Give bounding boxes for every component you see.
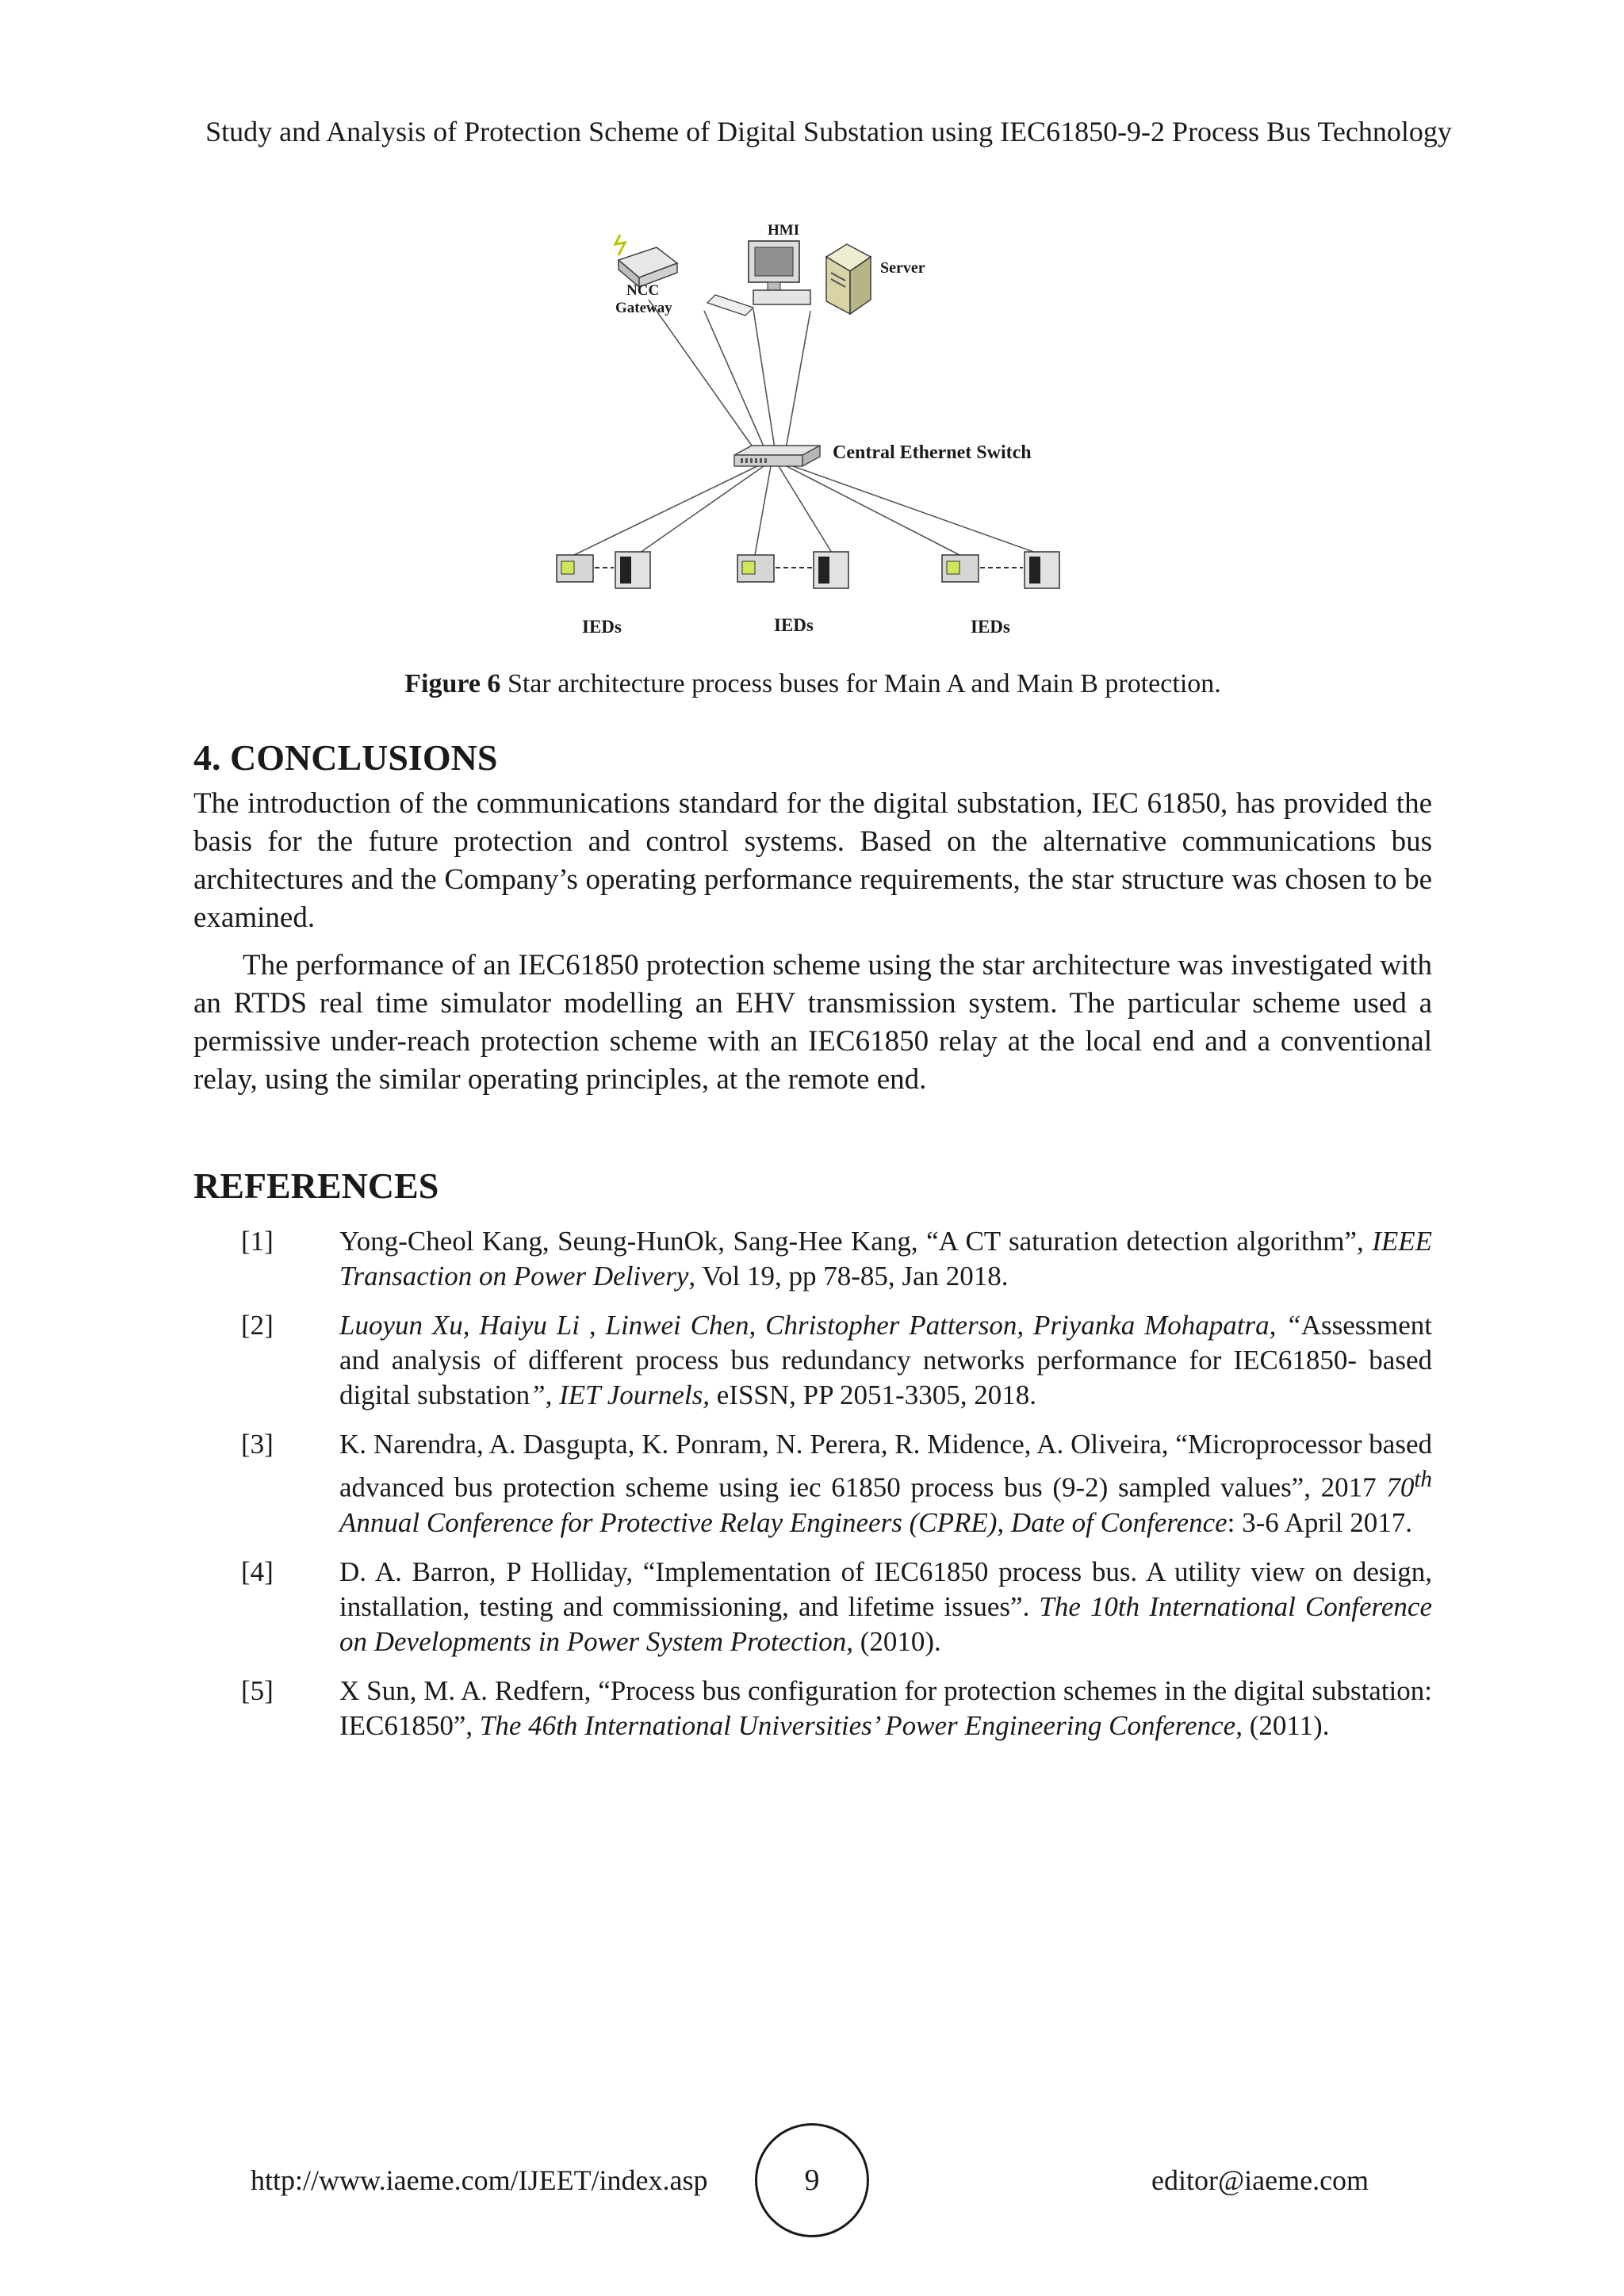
footer-email-link[interactable]: editor@iaeme.com (1151, 2164, 1369, 2196)
reference-text (339, 1555, 1432, 1659)
ieds-label-3: IEDs (971, 617, 1010, 637)
reference-superscript: th (1414, 1467, 1432, 1492)
reference-text (339, 1674, 1432, 1743)
reference-authors: Yong-Cheol Kang, Seung-HunOk, Sang-Hee Kang, “A CT saturation detection algorithm”, (339, 1226, 1373, 1257)
conclusions-heading: 4. CONCLUSIONS (193, 737, 498, 778)
reference-title: Assessment and analysis of different process bus redundancy networks performance for IEC61850- based digital substation (339, 1310, 1432, 1410)
reference-item-3 (193, 1427, 1432, 1540)
references-heading: REFERENCES (193, 1165, 439, 1206)
server-label: Server (880, 259, 925, 277)
reference-number: [2] (241, 1310, 274, 1341)
reference-text (339, 1224, 1432, 1294)
reference-item-4 (193, 1555, 1432, 1659)
reference-number: [3] (241, 1429, 274, 1460)
conclusions-paragraph-2: The performance of an IEC61850 protection scheme using the star architecture was investigated with an RTDS real time simulator modelling an EHV transmission system. The particular scheme used a permissive under-reach protection scheme with an IEC61850 relay at the local end and a conventional relay, using the similar operating principles, at the remote end. (193, 949, 1432, 1096)
reference-edition: 70 (1386, 1471, 1415, 1503)
network-links (574, 300, 1047, 557)
reference-authors: X Sun, M. A. Redfern, “Process bus configuration for protection schemes in the digital substation: IEC61850”, (339, 1674, 1432, 1741)
figure-6-diagram (515, 216, 1118, 644)
reference-authors: Luoyun Xu, Haiyu Li , Linwei Chen, Christopher Patterson, Priyanka Mohapatra, “ (339, 1310, 1301, 1341)
gateway-label: Gateway (615, 300, 672, 316)
figure-caption (190, 666, 1435, 702)
ncc-label: NCC (626, 282, 660, 299)
reference-text (339, 1308, 1432, 1413)
reference-number: [4] (241, 1556, 274, 1587)
reference-venue: IEEE Transaction on Power Delivery (339, 1226, 1432, 1292)
ieds-label-2: IEDs (774, 615, 814, 635)
figure-caption-label: Figure 6 (404, 669, 501, 698)
ethernet-switch-icon (734, 446, 820, 466)
reference-item-5 (193, 1674, 1432, 1743)
ied-group-2 (737, 552, 848, 588)
reference-details: eISSN, PP 2051-3305, 2018. (710, 1380, 1036, 1410)
reference-venue: Annual Conference for Protective Relay Engineers (CPRE), Date of Conference (339, 1506, 1228, 1538)
reference-venue: The 46th International Universities’ Power Engineering Conference, (479, 1709, 1243, 1741)
reference-authors: D. A. Barron, P Holliday, “Implementation of IEC61850 process bus. A utility view on design, installation, testing and commissioning, and lifetime issues”. (339, 1556, 1432, 1622)
reference-details: (2011). (1242, 1709, 1330, 1741)
switch-label: Central Ethernet Switch (833, 442, 1032, 463)
hmi-computer-icon (707, 241, 810, 316)
ncc-gateway-icon (615, 235, 677, 287)
reference-item-2 (193, 1308, 1432, 1413)
reference-venue: ”, IET Journels, (530, 1380, 710, 1410)
ied-group-3 (942, 552, 1059, 588)
reference-list (193, 1224, 1432, 1758)
reference-authors: K. Narendra, A. Dasgupta, K. Ponram, N. Perera, R. Midence, A. Oliveira, “Microprocessor based advanced bus protection scheme using iec 61850 process bus (9-2) sampled values”, 2017 (339, 1429, 1432, 1503)
conclusions-paragraph-1: The introduction of the communications standard for the digital substation, IEC 61850, has provided the basis for the future protection and control systems. Based on the alternative communications bus architectures and the Company’s operating performance requirements, the star structure was chosen to be examined. (193, 787, 1432, 934)
reference-number: [5] (241, 1674, 274, 1706)
ied-group-1 (557, 552, 650, 588)
reference-number: [1] (241, 1226, 274, 1257)
footer-url-link[interactable]: http://www.iaeme.com/IJEET/index.asp (251, 2164, 708, 2196)
server-icon (826, 244, 871, 314)
reference-details: , Vol 19, pp 78-85, Jan 2018. (688, 1261, 1009, 1292)
ieds-label-1: IEDs (582, 617, 622, 637)
reference-details: (2010). (853, 1625, 941, 1657)
reference-item-1 (193, 1224, 1432, 1294)
reference-text (339, 1427, 1432, 1540)
page-number: 9 (755, 2123, 869, 2237)
figure-caption-text: Star architecture process buses for Main A and Main B protection. (500, 669, 1221, 698)
reference-venue: The 10th International Conference on Developments in Power System Protection, (339, 1590, 1432, 1657)
running-title: Study and Analysis of Protection Scheme of Digital Substation using IEC61850-9-2 Process Bus Technology (205, 116, 1452, 147)
hmi-label: HMI (768, 222, 800, 239)
reference-details: : 3-6 April 2017. (1227, 1506, 1412, 1538)
